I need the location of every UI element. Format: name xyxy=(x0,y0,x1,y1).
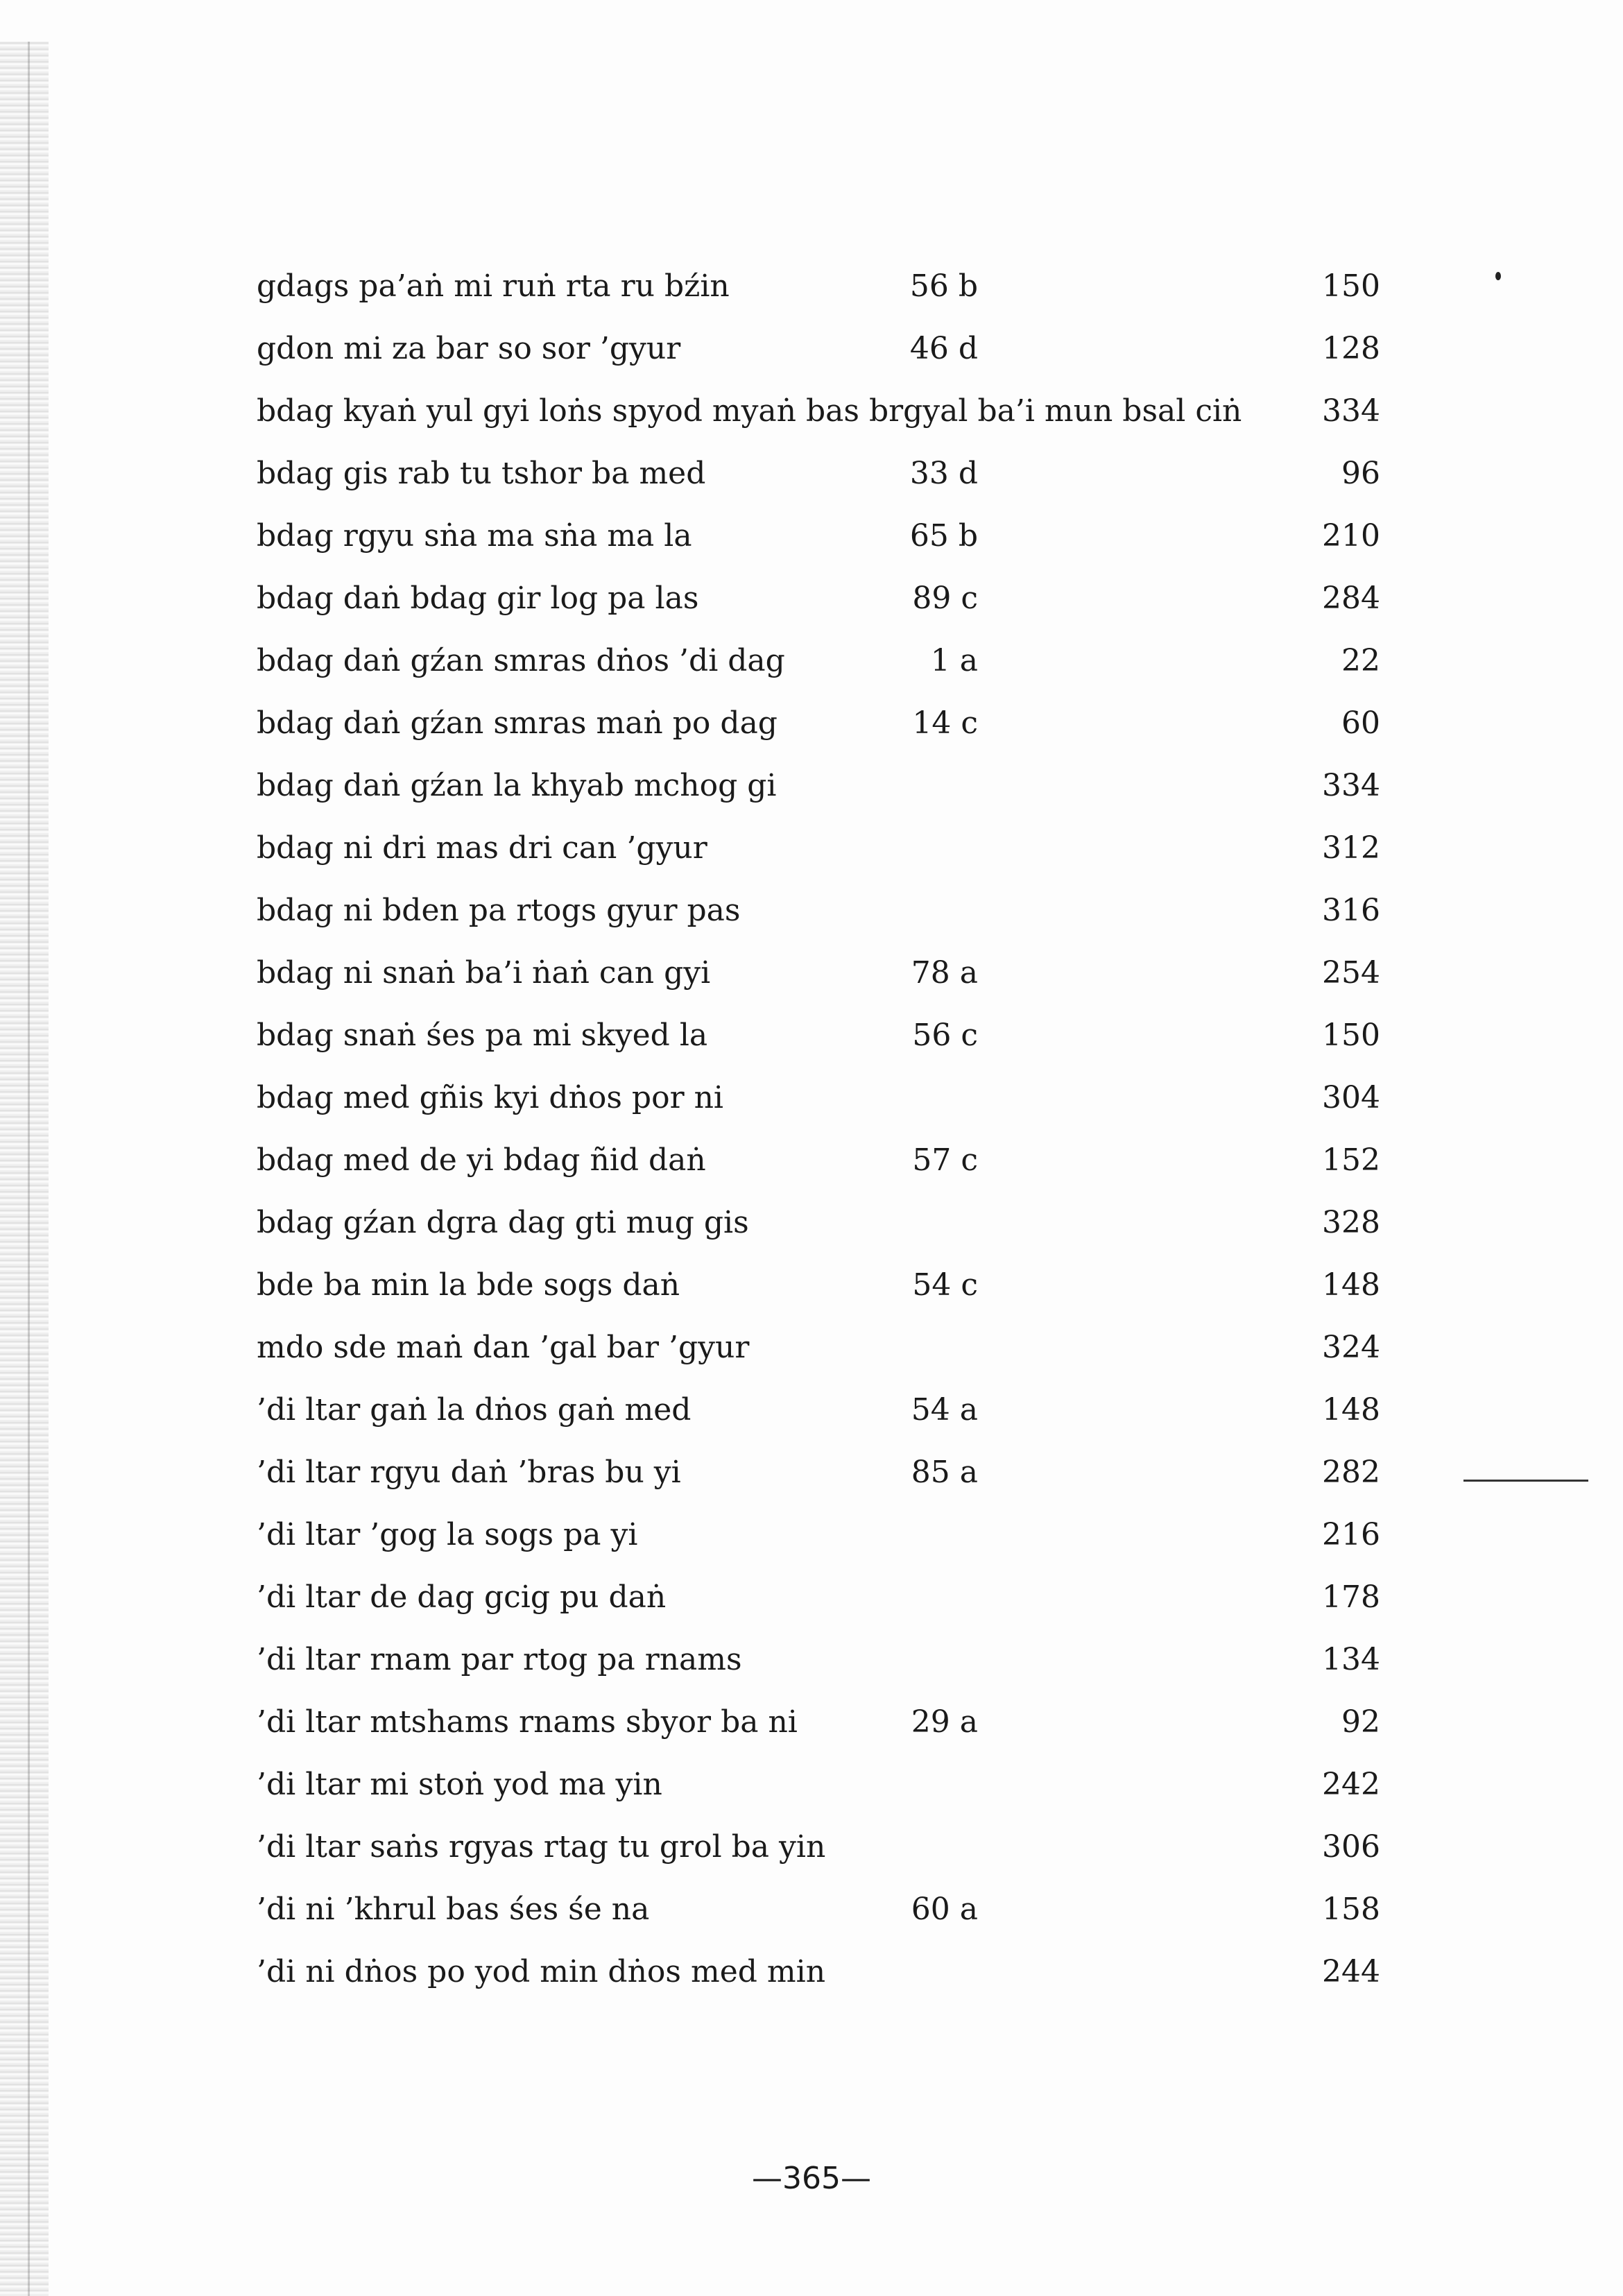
index-entry xyxy=(257,1691,1380,1754)
index-entry xyxy=(257,1504,1380,1566)
entry-reference: 29 a xyxy=(911,1704,978,1740)
entry-reference: 1 a xyxy=(930,643,978,678)
entry-title: ’di ltar rgyu daṅ ’bras bu yi xyxy=(257,1455,681,1490)
entry-title: bdag med gñis kyi dṅos por ni xyxy=(257,1080,723,1115)
entry-title: bdag ni dri mas dri can ’gyur xyxy=(257,830,707,866)
entry-reference: 56 b xyxy=(909,268,978,304)
index-entry xyxy=(257,1379,1380,1441)
entry-page-number: 96 xyxy=(1341,456,1380,491)
entry-page-number: 306 xyxy=(1322,1829,1380,1865)
entry-page-number: 242 xyxy=(1322,1767,1380,1802)
entry-page-number: 312 xyxy=(1322,830,1380,866)
entry-title: bdag daṅ bdag gir log pa las xyxy=(257,581,699,616)
entry-page-number: 60 xyxy=(1341,705,1380,741)
entry-title: ’di ni dṅos po yod min dṅos med min xyxy=(257,1954,826,1989)
entry-page-number: 304 xyxy=(1322,1080,1380,1115)
entry-reference: 89 c xyxy=(912,581,978,616)
stray-rule-mark xyxy=(1463,1480,1588,1482)
entry-page-number: 328 xyxy=(1322,1205,1380,1240)
entry-page-number: 334 xyxy=(1322,768,1380,803)
entry-page-number: 178 xyxy=(1322,1579,1380,1615)
index-entry xyxy=(257,817,1380,880)
entry-page-number: 150 xyxy=(1322,1018,1380,1053)
entry-page-number: 92 xyxy=(1341,1704,1380,1740)
index-entry xyxy=(257,380,1380,443)
index-entry xyxy=(257,443,1380,505)
entry-reference: 57 c xyxy=(912,1142,978,1178)
index-entry xyxy=(257,692,1380,755)
index-entry xyxy=(257,630,1380,692)
index-entry xyxy=(257,255,1380,318)
entry-page-number: 210 xyxy=(1322,518,1380,554)
entry-reference: 85 a xyxy=(911,1455,978,1490)
entry-title: bdag daṅ gźan smras dṅos ’di dag xyxy=(257,643,785,678)
entry-reference: 54 a xyxy=(911,1392,978,1428)
entry-page-number: 134 xyxy=(1322,1642,1380,1677)
index-entry xyxy=(257,505,1380,567)
entry-title: bdag snaṅ śes pa mi skyed la xyxy=(257,1018,708,1053)
index-entry xyxy=(257,1941,1380,2003)
entry-reference: 14 c xyxy=(912,705,978,741)
entry-title: ’di ltar mi stoṅ yod ma yin xyxy=(257,1767,662,1802)
index-entry xyxy=(257,1816,1380,1878)
entry-reference: 54 c xyxy=(912,1267,978,1303)
entry-title: bdag med de yi bdag ñid daṅ xyxy=(257,1142,706,1178)
scan-speck xyxy=(1495,272,1501,280)
page-footer xyxy=(0,2161,1623,2196)
index-entry xyxy=(257,1566,1380,1629)
entry-page-number: 22 xyxy=(1341,643,1380,678)
entry-page-number: 284 xyxy=(1322,581,1380,616)
index-entry xyxy=(257,1004,1380,1067)
entry-title: bdag ni bden pa rtogs gyur pas xyxy=(257,893,741,928)
index-entry xyxy=(257,1067,1380,1129)
index-entry xyxy=(257,880,1380,942)
entry-page-number: 244 xyxy=(1322,1954,1380,1989)
index-entry xyxy=(257,1754,1380,1816)
entry-title: bdag ni snaṅ ba’i ṅaṅ can gyi xyxy=(257,955,711,991)
entry-reference: 56 c xyxy=(912,1018,978,1053)
entry-title: bdag rgyu sṅa ma sṅa ma la xyxy=(257,518,692,554)
entry-page-number: 128 xyxy=(1322,331,1380,366)
entry-title: ’di ltar rnam par rtog pa rnams xyxy=(257,1642,742,1677)
index-entry xyxy=(257,1254,1380,1317)
entry-reference: 46 d xyxy=(909,331,978,366)
index-entry xyxy=(257,567,1380,630)
entry-page-number: 152 xyxy=(1322,1142,1380,1178)
index-entry xyxy=(257,755,1380,817)
entry-title: ’di ltar gaṅ la dṅos gaṅ med xyxy=(257,1392,692,1428)
entry-title: bdag gźan dgra dag gti mug gis xyxy=(257,1205,749,1240)
entry-page-number: 216 xyxy=(1322,1517,1380,1552)
entry-title: bdag daṅ gźan la khyab mchog gi xyxy=(257,768,777,803)
index-list xyxy=(257,255,1380,2003)
entry-page-number: 150 xyxy=(1322,268,1380,304)
entry-page-number: 316 xyxy=(1322,893,1380,928)
index-entry xyxy=(257,1317,1380,1379)
page-number: —365— xyxy=(752,2161,871,2196)
entry-reference: 65 b xyxy=(909,518,978,554)
entry-page-number: 148 xyxy=(1322,1267,1380,1303)
entry-title: bdag kyaṅ yul gyi loṅs spyod myaṅ bas brgyal ba’i mun bsal ciṅ xyxy=(257,393,1242,429)
index-entry xyxy=(257,318,1380,380)
entry-page-number: 282 xyxy=(1322,1455,1380,1490)
entry-page-number: 158 xyxy=(1322,1892,1380,1927)
index-entry xyxy=(257,1629,1380,1691)
entry-reference: 78 a xyxy=(911,955,978,991)
entry-page-number: 254 xyxy=(1322,955,1380,991)
entry-title: gdon mi za bar so sor ’gyur xyxy=(257,331,681,366)
index-entry xyxy=(257,1878,1380,1941)
index-entry xyxy=(257,1129,1380,1192)
index-entry xyxy=(257,942,1380,1004)
entry-title: ’di ltar de dag gcig pu daṅ xyxy=(257,1579,667,1615)
index-entry xyxy=(257,1441,1380,1504)
scan-edge xyxy=(0,42,49,2296)
index-entry xyxy=(257,1192,1380,1254)
entry-title: ’di ltar ’gog la sogs pa yi xyxy=(257,1517,638,1552)
entry-reference: 60 a xyxy=(911,1892,978,1927)
entry-title: mdo sde maṅ dan ’gal bar ’gyur xyxy=(257,1330,750,1365)
entry-title: ’di ltar mtshams rnams sbyor ba ni xyxy=(257,1704,798,1740)
entry-page-number: 324 xyxy=(1322,1330,1380,1365)
entry-title: ’di ni ’khrul bas śes śe na xyxy=(257,1892,650,1927)
entry-title: gdags pa’aṅ mi ruṅ rta ru bźin xyxy=(257,268,730,304)
entry-reference: 33 d xyxy=(909,456,978,491)
entry-title: ’di ltar saṅs rgyas rtag tu grol ba yin xyxy=(257,1829,826,1865)
entry-page-number: 334 xyxy=(1322,393,1380,429)
entry-title: bdag gis rab tu tshor ba med xyxy=(257,456,706,491)
entry-page-number: 148 xyxy=(1322,1392,1380,1428)
entry-title: bdag daṅ gźan smras maṅ po dag xyxy=(257,705,778,741)
entry-title: bde ba min la bde sogs daṅ xyxy=(257,1267,680,1303)
